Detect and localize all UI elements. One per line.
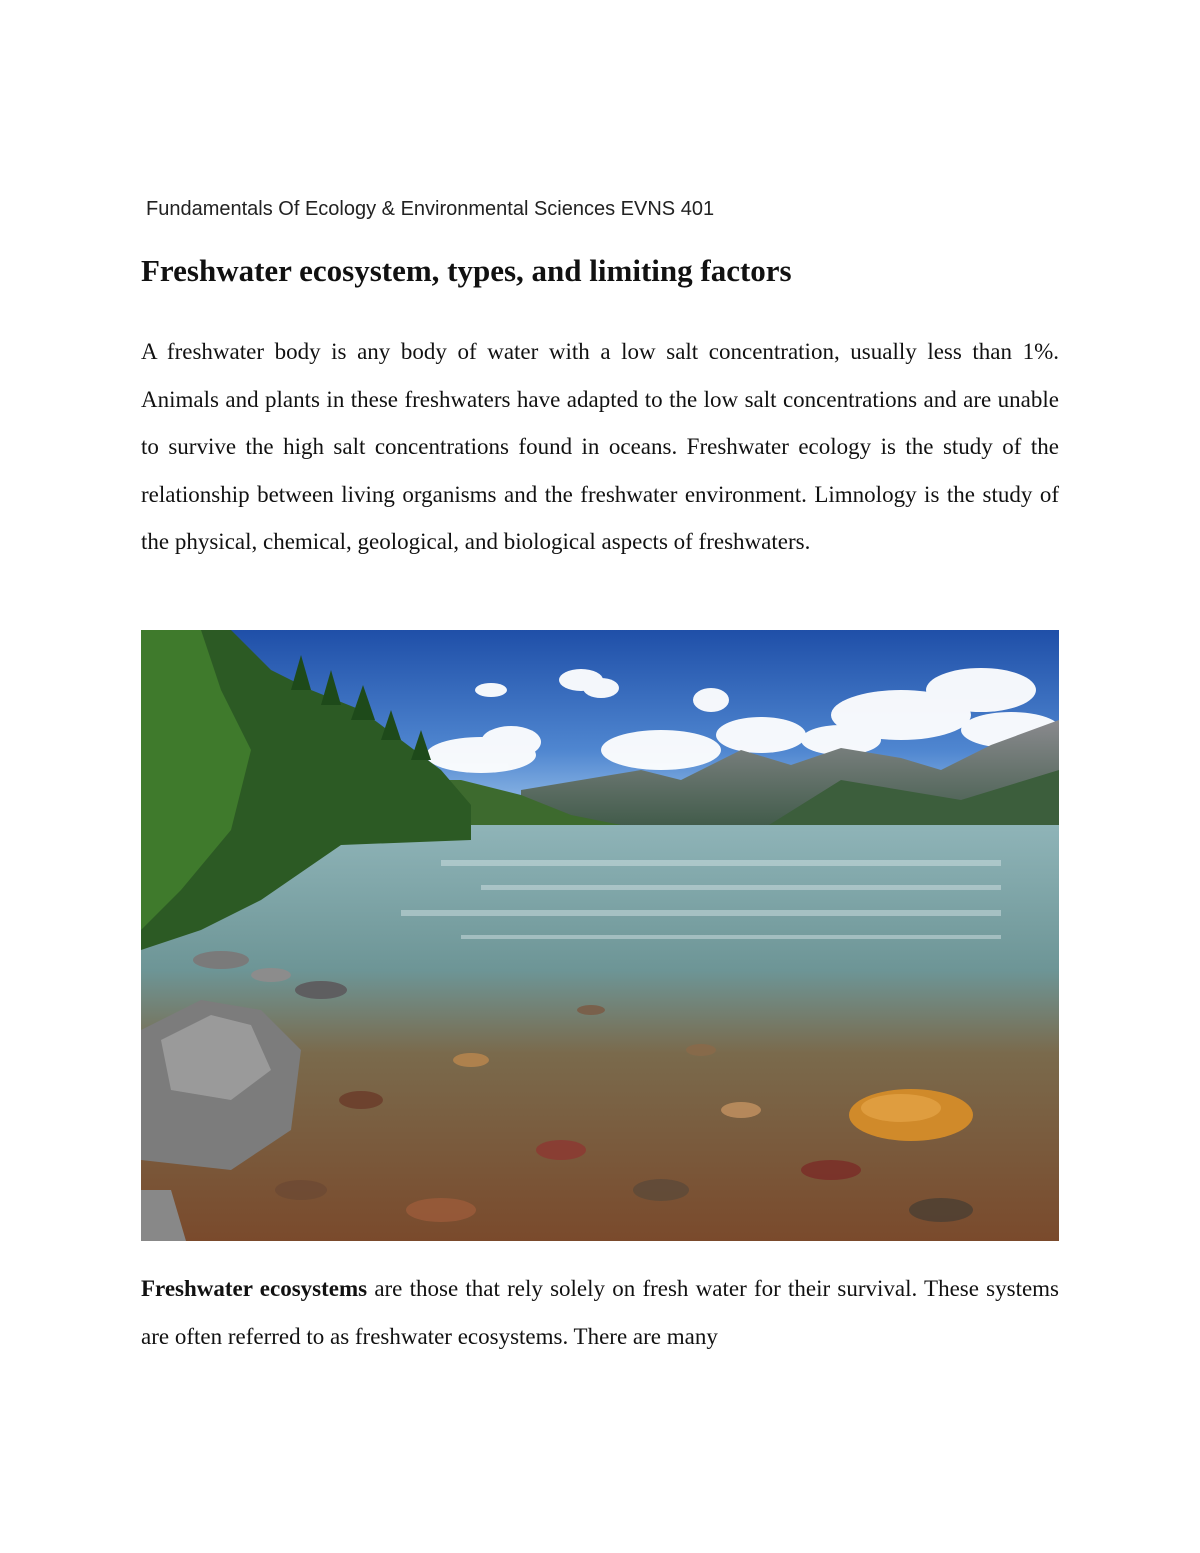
ecosystems-paragraph <box>141 1265 1059 1360</box>
course-header: Fundamentals Of Ecology & Environmental Sciences EVNS 401 <box>146 198 715 220</box>
freshwater-lake-photo <box>141 630 1059 1241</box>
page-title: Freshwater ecosystem, types, and limiting factors <box>141 253 792 288</box>
ecosystems-text: are those that rely solely on fresh water for their survival. These systems are often referred to as freshwater ecosystems. There are many <box>141 1276 1059 1349</box>
intro-paragraph: A freshwater body is any body of water with a low salt concentration, usually less than 1%. Animals and plants in these freshwaters have adapted to the low salt concentrations and are unable to survive the high salt concentrations found in oceans. Freshwater ecology is the study of the relationship between living organisms and the freshwater environment. Limnology is the study of the physical, chemical, geological, and biological aspects of freshwaters. <box>141 339 1059 554</box>
ecosystems-term: Freshwater ecosystems <box>141 1276 368 1301</box>
